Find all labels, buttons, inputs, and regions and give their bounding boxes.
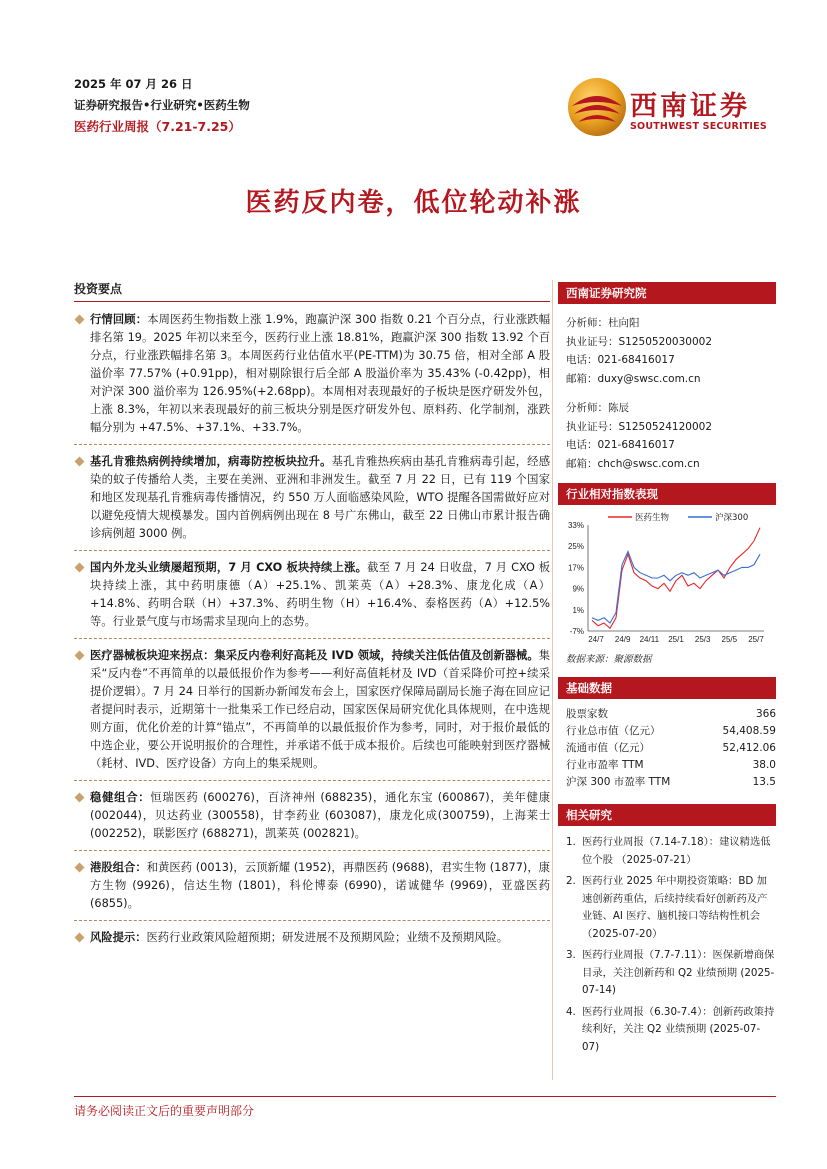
analyst-name: 分析师：杜向阳 [566, 317, 640, 329]
bullet-text: 截至 7 月 24 日收盘，7 月 CXO 板块持续上涨，其中药明康德（A）+25.1%、凯莱英（A）+28.3%、康龙化成（A）+14.8%、药明合联（H）+37.3%、药明生物（H）+16.4%、泰格医药（A）+12.5%等。行业景气度与市场需求呈现向上的态势。 [90, 561, 550, 628]
analyst-email[interactable]: 邮箱：chch@swsc.com.cn [566, 457, 700, 470]
logo-text-en: SOUTHWEST SECURITIES [630, 121, 767, 132]
analyst-email[interactable]: 邮箱：duxy@swsc.com.cn [566, 372, 701, 385]
related-item[interactable] [566, 873, 776, 943]
bullet-heading: 风险提示： [90, 931, 147, 944]
analyst-box-title: 西南证券研究院 [558, 282, 776, 304]
table-row [566, 705, 776, 722]
row-label: 股票家数 [566, 708, 608, 720]
bullet-heading: 港股组合： [90, 861, 147, 874]
bullet-text: 医药行业政策风险超预期；研发进展不及预期风险；业绩不及预期风险。 [146, 931, 509, 944]
related-item[interactable] [566, 947, 776, 1000]
legend-label: 医药生物 [635, 513, 670, 523]
diamond-bullet-icon [75, 793, 85, 803]
table-row [566, 773, 776, 790]
sidebar [558, 282, 776, 1060]
table-row [566, 722, 776, 739]
bullet-heading: 基孔肯雅热病例持续增加，病毒防控板块拉升。 [90, 455, 332, 468]
summary-bullet [74, 789, 550, 851]
analyst-phone: 电话：021-68416017 [566, 354, 675, 366]
basic-data-box [558, 677, 776, 790]
analyst-license: 执业证号：S1250524120002 [566, 420, 713, 433]
y-tick-label: 33% [567, 521, 584, 530]
legend-label: 沪深300 [715, 513, 749, 523]
related-list [558, 826, 776, 1056]
diamond-bullet-icon [75, 315, 85, 325]
diamond-bullet-icon [75, 563, 85, 573]
investment-summary [74, 280, 550, 954]
report-category: 证券研究报告•行业研究•医药生物 [74, 98, 250, 112]
related-item[interactable] [566, 834, 776, 869]
diamond-bullet-icon [75, 863, 85, 873]
summary-bullet [74, 453, 550, 551]
bullet-text: 集采“反内卷”不再简单的以最低报价作为参考——利好高值耗材及 IVD（首采降价可控+续采提价逻辑）。7 月 24 日举行的国新办新闻发布会上，国家医疗保障局副局长施子海在回应记者提问时表示，近期第十一批集采工作已经启动，国家医保局研究优化具体规则，在中选规则方面，优化价差的计算“锚点”，不再简单的以最低报价作为参考，同时，对于报价最低的中选企业，要公开说明报价的合理性，并承诺不低于成本报价。后续也可能映射到医疗器械（耗材、IVD、医疗设备）方向上的集采规则。 [90, 649, 550, 770]
row-value: 38.0 [752, 758, 776, 771]
x-tick-label: 24/9 [614, 635, 631, 644]
logo-emblem-icon [566, 76, 628, 138]
y-tick-label: 9% [572, 584, 584, 594]
diamond-bullet-icon [75, 457, 85, 467]
x-tick-label: 25/3 [694, 635, 711, 644]
summary-bullet [74, 647, 550, 781]
item-number: 2. [566, 875, 576, 887]
summary-bullet [74, 311, 550, 445]
relative-index-chart [558, 509, 776, 649]
diamond-bullet-icon [75, 651, 85, 661]
row-label: 行业市盈率 TTM [566, 759, 644, 771]
x-tick-label: 24/11 [639, 635, 660, 644]
item-number: 1. [566, 836, 576, 848]
table-row [566, 739, 776, 756]
summary-bullet [74, 859, 550, 921]
item-text: 医药行业周报（7.14-7.18）：建议精选低位个股 （2025-07-21） [582, 836, 771, 866]
item-number: 4. [566, 1005, 576, 1018]
summary-bullet [74, 929, 550, 954]
y-tick-label: 17% [567, 563, 584, 573]
item-text: 医药行业周报（6.30-7.4）：创新药政策持续利好，关注 Q2 业绩预期 (2025-07-07) [582, 1005, 775, 1053]
x-tick-label: 25/5 [721, 635, 738, 644]
analyst-info [558, 304, 776, 473]
related-research-box [558, 804, 776, 1056]
y-tick-label: 1% [572, 605, 584, 615]
x-tick-label: 25/1 [668, 635, 684, 644]
report-date: 2025 年 07 月 26 日 [74, 77, 193, 91]
bullet-text: 本周医药生物指数上涨 1.9%，跑赢沪深 300 指数 0.21 个百分点，行业涨跌幅排名第 19。2025 年初以来至今，医药行业上涨 18.81%，跑赢沪深 300 指数 13.92 个百分点，行业涨跌幅排名第 3。本周医药行业估值水平(PE-TTM)为 30.75 倍，相对全部 A 股溢价率 77.57% (+0.91pp)，相对剔除银行后全部 A 股溢价率为 35.43% (-0.42pp)，相对沪深 300 溢价率为 126.95%(+2.68pp)。本周相对表现最好的子板块是医疗研发外包，上涨 8.3%，年初以来表现最好的前三板块分别是医疗研发外包、原料药、化学制剂，涨跌幅分别为 +47.5%、+37.1%、+33.7%。 [90, 313, 550, 434]
row-value: 366 [755, 707, 776, 720]
item-text: 医药行业周报（7.7-7.11）：医保新增商保目录，关注创新药和 Q2 业绩预期 (2025-07-14) [582, 949, 775, 996]
series-line-0 [592, 528, 760, 629]
bullet-text: 基孔肯雅热疾病由基孔肯雅病毒引起，经感染的蚊子传播给人类，主要在美洲、亚洲和非洲发生。截至 7 月 22 日，已有 119 个国家和地区发现基孔肯雅病毒传播情况，约 550 万人面临感染风险，WTO 提醒各国需做好应对以避免疫情大规模暴发。国内首例病例出现在 8 号广东佛山，截至 22 日佛山市累计报告确诊病例超 3000 例。 [90, 455, 550, 540]
header-meta [74, 74, 250, 137]
basic-data-title: 基础数据 [558, 677, 776, 699]
bullet-text: 恒瑞医药 (600276)，百济神州 (688235)，通化东宝 (600867)，美年健康 (002044)，贝达药业 (300558)，甘李药业 (603087)，康龙化成(300759)，上海莱士 (002252)，联影医疗 (688271)，凯莱英 (002821)。 [90, 791, 550, 840]
item-number: 3. [566, 949, 576, 961]
summary-bullet [74, 559, 550, 639]
weekly-title: 医药行业周报（7.21-7.25） [74, 119, 241, 134]
company-logo [566, 72, 776, 142]
related-item[interactable] [566, 1004, 776, 1057]
y-tick-label: -7% [569, 627, 584, 636]
row-value: 13.5 [752, 775, 776, 788]
analyst-name: 分析师：陈辰 [566, 402, 629, 414]
bullet-heading: 医疗器械板块迎来拐点：集采反内卷利好高耗及 IVD 领域，持续关注低估值及创新器械。 [90, 649, 539, 662]
chart-svg [558, 509, 776, 649]
row-label: 行业总市值（亿元） [566, 725, 661, 737]
bullet-heading: 行情回顾： [90, 313, 148, 326]
relative-index-box [558, 483, 776, 665]
analyst-phone: 电话：021-68416017 [566, 439, 675, 451]
footer-divider [74, 1096, 776, 1097]
row-value: 54,408.59 [722, 724, 776, 737]
y-tick-label: 25% [567, 542, 584, 552]
basic-data-table [566, 705, 776, 790]
bullet-heading: 稳健组合： [90, 791, 151, 804]
table-row [566, 756, 776, 773]
column-divider [552, 280, 553, 1080]
x-tick-label: 24/7 [588, 635, 604, 644]
row-label: 流通市值（亿元） [566, 742, 650, 754]
row-value: 52,412.06 [722, 741, 776, 754]
related-title: 相关研究 [558, 804, 776, 826]
bullet-text: 和黄医药 (0013)，云顶新耀 (1952)，再鼎医药 (9688)，君实生物 (1877)，康方生物 (9926)，信达生物 (1801)，科伦博泰 (6990)，诺诚健华 (9969)，亚盛医药 (6855)。 [90, 861, 550, 910]
chart-source: 数据来源：聚源数据 [566, 654, 652, 665]
analyst-license: 执业证号：S1250520030002 [566, 335, 713, 348]
logo-text-cn: 西南证券 [630, 91, 750, 122]
footer-disclaimer: 请务必阅读正文后的重要声明部分 [74, 1104, 255, 1118]
row-label: 沪深 300 市盈率 TTM [566, 776, 671, 788]
summary-title: 投资要点 [74, 280, 550, 302]
chart-box-title: 行业相对指数表现 [558, 483, 776, 505]
item-text: 医药行业 2025 年中期投资策略：BD 加速创新药重估，后续持续看好创新药及产业链、AI 医疗、脑机接口等结构性机会 （2025-07-20） [582, 875, 768, 940]
bullet-heading: 国内外龙头业绩屡超预期，7 月 CXO 板块持续上涨。 [90, 561, 368, 574]
report-title: 医药反内卷，低位轮动补涨 [245, 188, 582, 218]
diamond-bullet-icon [75, 933, 85, 943]
x-tick-label: 25/7 [748, 635, 764, 644]
